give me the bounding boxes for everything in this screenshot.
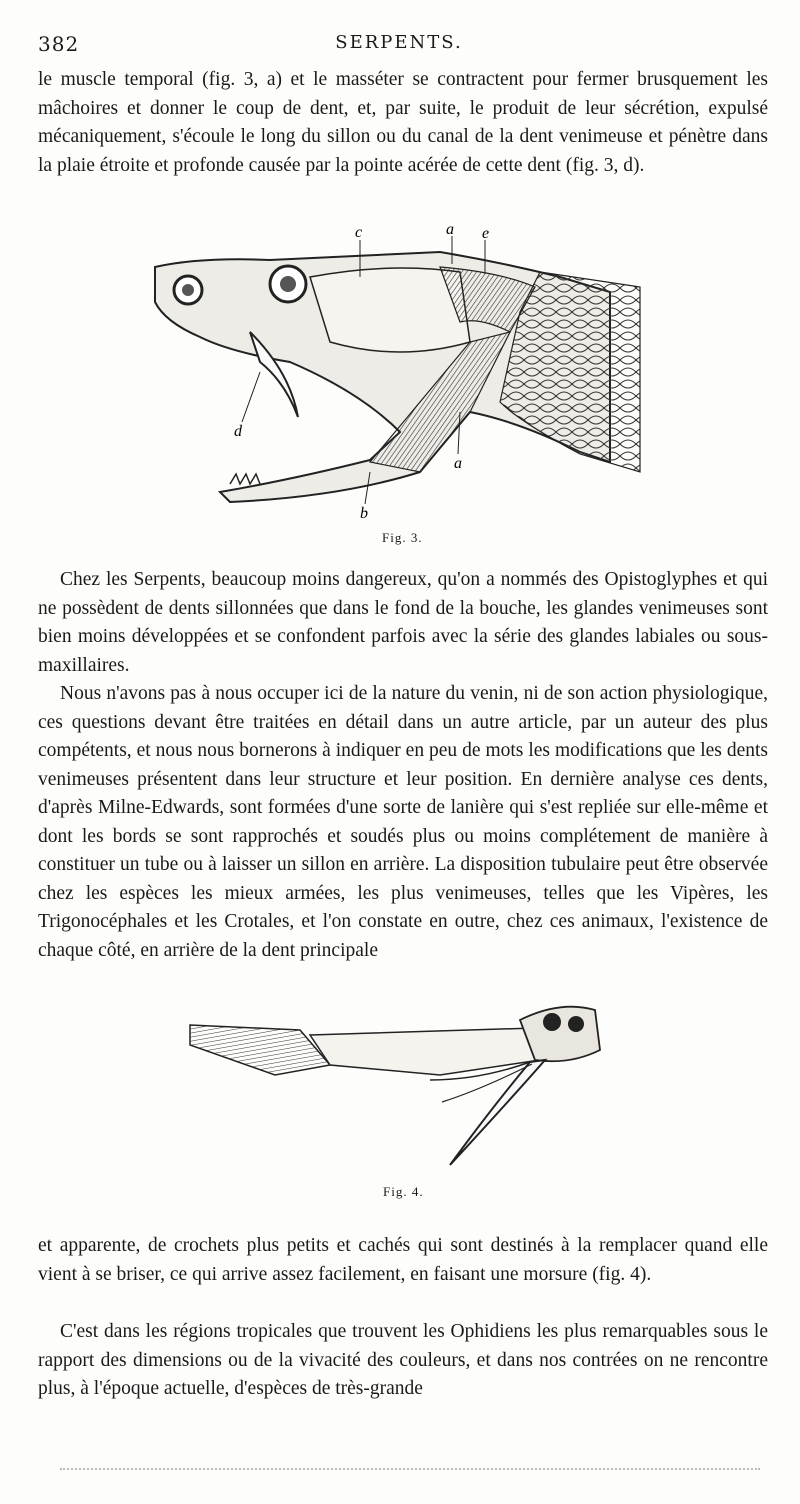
paragraph-1: le muscle temporal (fig. 3, a) et le masséter se contractent pour fermer brusquement les mâchoires et donner le coup de dent, et, par suite, le produit de leur sécrétion, expulsé mécaniquement, s'écoule le long du sillon ou du canal de la dent venimeuse et pénètre dans la plaie étroite et profonde causée par la pointe acérée de cette dent (fig. 3, d). [38, 69, 768, 176]
figure-label-c: c [355, 224, 363, 241]
paragraph-5: C'est dans les régions tropicales que trouvent les Ophidiens les plus remarquables sous le rapport des dimensions ou de la vivacité des couleurs, et dans nos contrées on ne rencontre plus, à l'époque actuelle, d'espèces de très-grande [38, 1321, 768, 1399]
figure-3-caption: Fig. 3. [382, 530, 423, 545]
footer-rule [60, 1468, 760, 1470]
paragraph-2: Chez les Serpents, beaucoup moins dangereux, qu'on a nommés des Opistoglyphes et qui ne possèdent de dents sillonnées que dans le fond de la bouche, les glandes venimeuses sont bien moins développées et se confondent parfois avec la série des glandes labiales ou sous-maxillaires. [38, 569, 768, 676]
figure-label-b: b [360, 505, 368, 522]
figure-label-d: d [234, 423, 242, 440]
figure-4-caption: Fig. 4. [383, 1184, 424, 1199]
snake-head-anatomy-illustration [140, 222, 660, 522]
paragraph-4: et apparente, de crochets plus petits et cachés qui sont destinés à la remplacer quand elle vient à se briser, ce qui arrive assez facilement, en faisant une morsure (fig. 4). [38, 1235, 768, 1285]
page-header [38, 32, 760, 58]
page-number: 382 [38, 32, 80, 56]
running-title: SERPENTS. [335, 32, 463, 53]
figure-label-a-bottom: a [454, 455, 462, 472]
figure-label-e: e [482, 225, 490, 242]
venom-fang-illustration [180, 990, 620, 1180]
paragraph-3: Nous n'avons pas à nous occuper ici de la nature du venin, ni de son action physiologique, ces questions devant être traitées en détail dans un autre article, par un auteur des plus compétents, et nous nous bornerons à indiquer en peu de mots les modifications que les dents venimeuses présentent dans leur structure et leur position. En dernière analyse ces dents, d'après Milne-Edwards, sont formées d'une sorte de lanière qui s'est repliée sur elle-même et dont les bords se sont rapprochés et soudés plus ou moins complétement de manière à constituer un tube ou à laisser un sillon en arrière. La disposition tubulaire peut être observée chez les espèces les mieux armées, les plus venimeuses, telles que les Vipères, les Trigonocéphales et les Crotales, et l'on constate en outre, chez ces animaux, l'existence de chaque côté, en arrière de la dent principale [38, 683, 768, 961]
figure-label-a-top: a [446, 222, 454, 238]
